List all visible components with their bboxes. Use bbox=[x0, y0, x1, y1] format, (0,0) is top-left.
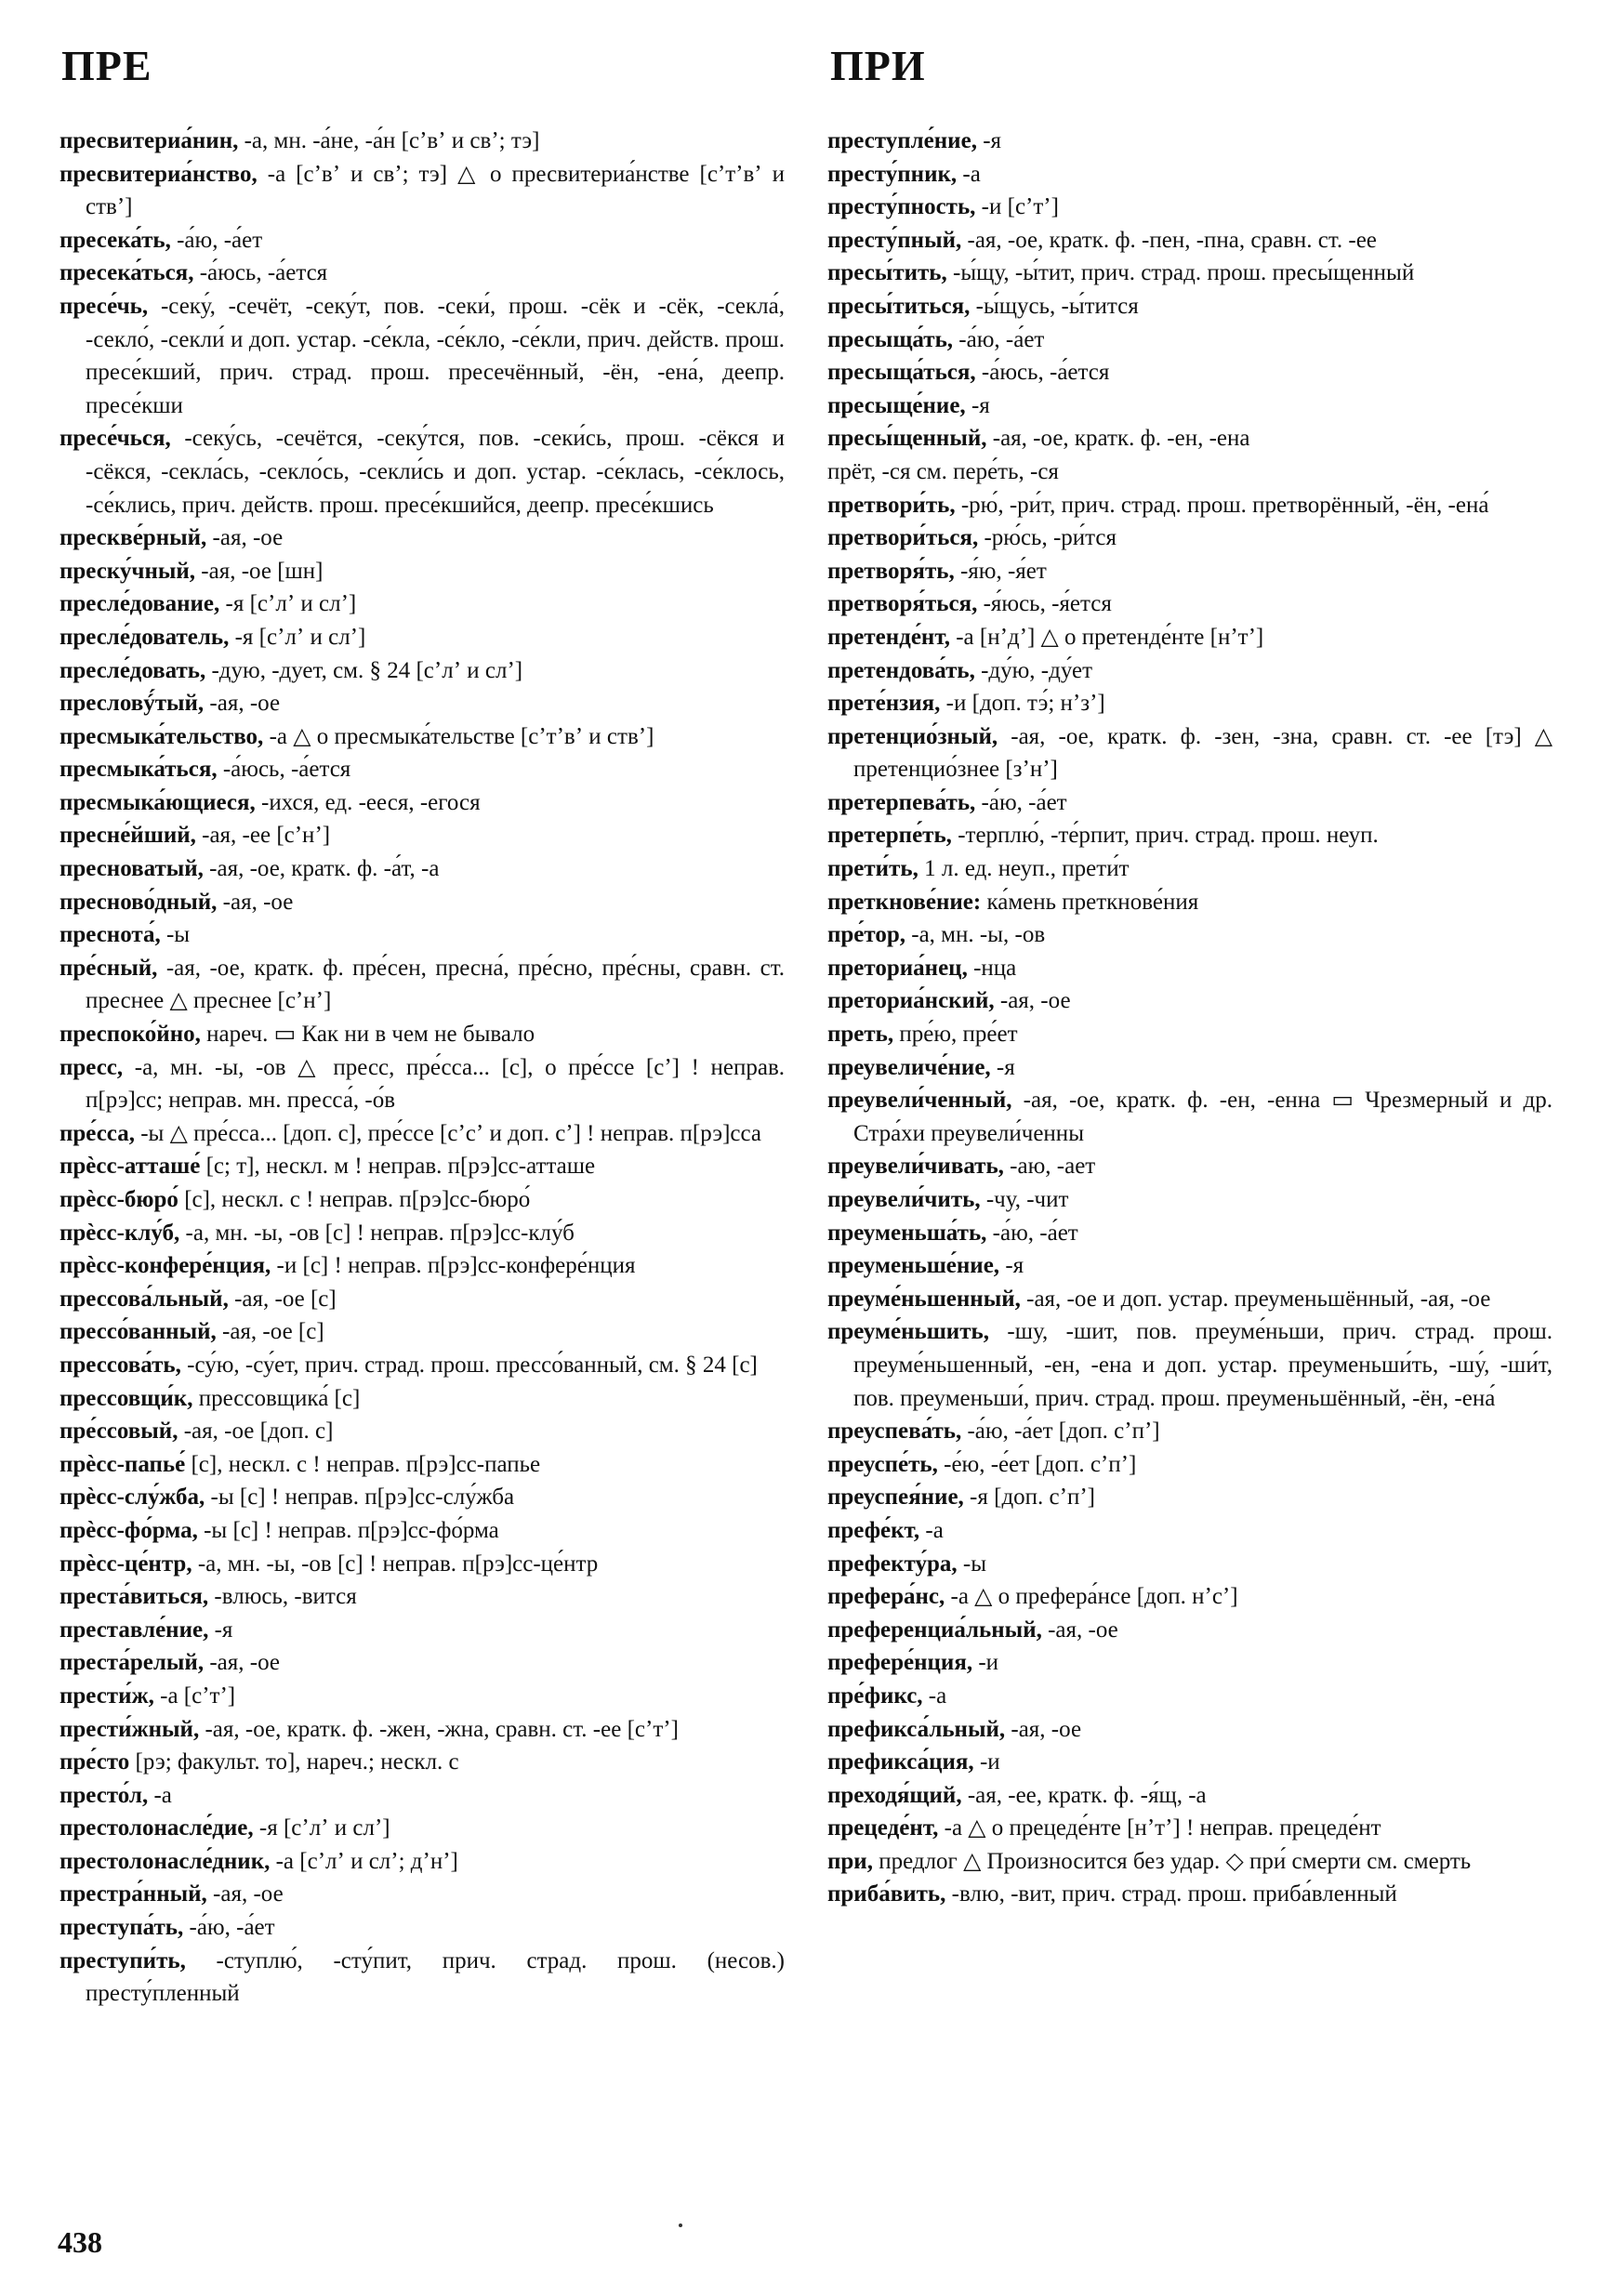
dictionary-entry bbox=[59, 1283, 785, 1316]
entry-body: -ы bbox=[957, 1550, 986, 1577]
entry-headword: преувеличе́ние, bbox=[827, 1054, 991, 1080]
dictionary-entry bbox=[827, 455, 1553, 489]
entry-body: -секу́сь, -сечётся, -секу́тся, пов. -секи́сь, прош. -сёкся и -сёкся, -секла́сь, -секло́сь, -секли́сь и доп. устар. -се́клась, -се́клось, -се́клись, прич. действ. прош. пресе́кшийся, деепр. пресе́кшись bbox=[86, 426, 785, 518]
dictionary-entry bbox=[59, 587, 785, 621]
dictionary-entry bbox=[59, 1680, 785, 1713]
dictionary-entry bbox=[59, 1548, 785, 1581]
entry-headword: преуме́ньшить, bbox=[827, 1319, 989, 1345]
entry-headword: префера́нс, bbox=[827, 1584, 945, 1610]
dictionary-entry bbox=[827, 1315, 1553, 1415]
entry-headword: прессо́ванный, bbox=[59, 1319, 217, 1345]
entry-body: -нца bbox=[967, 955, 1017, 981]
entry-body: -су́ю, -су́ет, прич. страд. прош. прессо́ванный, см. § 24 [с] bbox=[180, 1352, 758, 1378]
entry-body: -ы bbox=[160, 922, 191, 948]
entry-body: -ая, -ое и доп. устар. преуменьшённый, -ая, -ое bbox=[1020, 1286, 1491, 1312]
entry-headword: пре́фикс, bbox=[827, 1682, 923, 1709]
entry-headword: преходя́щий, bbox=[827, 1782, 962, 1808]
entry-body: -ы [с] ! неправ. п[рэ]сс-фо́рма bbox=[197, 1517, 499, 1543]
entry-body: -а, мн. -ы, -ов △ пресс, пре́сса... [с], о пре́ссе [сʼ] ! неправ. п[рэ]сс; неправ. мн. пресса́, -о́в bbox=[86, 1054, 785, 1114]
running-header-left: ПРЕ bbox=[61, 42, 152, 89]
entry-body: ка́мень преткнове́ния bbox=[981, 889, 1199, 915]
entry-body: -я [доп. сʼпʼ] bbox=[963, 1484, 1095, 1511]
entry-body: -и [доп. тэ́; нʼзʼ] bbox=[940, 691, 1105, 717]
dictionary-entry bbox=[59, 852, 785, 886]
entry-headword: пресне́йший, bbox=[59, 823, 196, 849]
dictionary-entry bbox=[827, 918, 1553, 952]
entry-headword: преториа́нский, bbox=[827, 988, 995, 1014]
entry-body: -ы △ пре́сса... [доп. с], пре́ссе [сʼсʼ и доп. сʼ] ! неправ. п[рэ]сса bbox=[134, 1120, 761, 1146]
entry-headword: пресмыка́тельство, bbox=[59, 723, 264, 749]
dictionary-entry bbox=[59, 1580, 785, 1614]
entry-body: -ая, -ое bbox=[204, 691, 281, 717]
entry-body: -а bbox=[919, 1517, 944, 1543]
dictionary-entry bbox=[59, 224, 785, 257]
entry-body: -ая, -ое bbox=[1041, 1616, 1118, 1643]
entry-body: предлог △ Произносится без удар. ◇ при́ смерти см. смерть bbox=[872, 1848, 1472, 1874]
entry-headword: пресле́довать, bbox=[59, 657, 206, 683]
dictionary-entry bbox=[827, 290, 1553, 323]
dictionary-entry bbox=[827, 555, 1553, 588]
dictionary-entry bbox=[827, 1448, 1553, 1482]
entry-headword: претворя́ться, bbox=[827, 591, 978, 617]
entry-body: -ая, -ое, кратк. ф. -зен, -зна, сравн. ст. -ее [тэ] △ претенцио́знее [зʼнʼ] bbox=[853, 723, 1553, 783]
entry-body: -я́юсь, -я́ется bbox=[977, 591, 1112, 617]
entry-headword: престра́нный, bbox=[59, 1881, 207, 1907]
dictionary-entry bbox=[827, 1183, 1553, 1217]
entry-headword: пресы́тить, bbox=[827, 260, 947, 286]
dictionary-entry bbox=[827, 1283, 1553, 1316]
entry-body: 1 л. ед. неуп., прети́т bbox=[918, 856, 1130, 882]
entry-headword: пресыща́ться, bbox=[827, 360, 976, 386]
entry-body: -е́ю, -е́ет [доп. сʼпʼ] bbox=[937, 1451, 1137, 1477]
entry-headword: прессова́ть, bbox=[59, 1352, 181, 1378]
entry-body: -ая, -ое, кратк. ф. -ен, -ена bbox=[986, 426, 1250, 452]
dictionary-entry bbox=[827, 422, 1553, 455]
entry-body: -ая, -ее [сʼнʼ] bbox=[195, 823, 331, 849]
entry-body: -ая, -ое, кратк. ф. -ен, -енна ▭ Чрезмерный и др. Стра́хи преувели́ченны bbox=[853, 1088, 1553, 1146]
entry-headword: префе́кт, bbox=[827, 1517, 920, 1543]
entry-body: -а [нʼдʼ] △ о претенде́нте [нʼтʼ] bbox=[949, 624, 1264, 650]
dictionary-entry bbox=[827, 191, 1553, 224]
dictionary-entry bbox=[827, 125, 1553, 158]
entry-headword: преснота́, bbox=[59, 922, 161, 948]
dictionary-entry bbox=[59, 621, 785, 654]
dictionary-entry bbox=[59, 1646, 785, 1680]
entry-headword: преуменьша́ть, bbox=[827, 1220, 987, 1246]
entry-headword: пре́сса, bbox=[59, 1120, 135, 1146]
entry-headword: приба́вить, bbox=[827, 1881, 946, 1907]
entry-body: -я́ю, -я́ет bbox=[954, 558, 1047, 584]
entry-body: -ихся, ед. -ееся, -егося bbox=[255, 789, 481, 815]
entry-headword: претворя́ть, bbox=[827, 558, 955, 584]
entry-body: -и [с] ! неправ. п[рэ]сс-конфере́нция bbox=[271, 1253, 636, 1279]
entry-headword: прѐсс-конфере́нция, bbox=[59, 1253, 271, 1279]
entry-body: -а bbox=[957, 161, 981, 187]
dictionary-entry bbox=[827, 1249, 1553, 1283]
entry-body: -ая, -ое [шн] bbox=[195, 558, 324, 584]
entry-body: -а [сʼтʼ] bbox=[153, 1682, 236, 1709]
dictionary-entry bbox=[59, 1779, 785, 1813]
entry-headword: преста́релый, bbox=[59, 1650, 205, 1676]
print-speck bbox=[679, 2223, 682, 2227]
entry-body: -ая, -ое, кратк. ф. -жен, -жна, сравн. ст. -ее [сʼтʼ] bbox=[199, 1716, 679, 1742]
entry-headword: преуспея́ние, bbox=[827, 1484, 964, 1511]
right-column bbox=[827, 125, 1553, 1911]
entry-body: -я bbox=[990, 1054, 1015, 1080]
entry-headword: претвори́ться, bbox=[827, 525, 979, 551]
entry-body: -рю́, -ри́т, прич. страд. прош. претворённый, -ён, -ена́ bbox=[955, 492, 1489, 518]
entry-headword: префекту́ра, bbox=[827, 1550, 958, 1577]
entry-body: -ая, -ое [с] bbox=[228, 1286, 337, 1312]
entry-body: -а bbox=[148, 1782, 172, 1808]
entry-body: -ая, -ое bbox=[204, 1650, 280, 1676]
entry-headword: прете́нзия, bbox=[827, 691, 941, 717]
dictionary-entry bbox=[827, 1150, 1553, 1183]
entry-body: -а, мн. -ы, -ов bbox=[905, 922, 1046, 948]
dictionary-entry bbox=[59, 952, 785, 1018]
dictionary-entry bbox=[827, 1646, 1553, 1680]
entry-headword: прети́ть, bbox=[827, 856, 918, 882]
dictionary-entry bbox=[59, 1448, 785, 1482]
dictionary-entry bbox=[59, 654, 785, 688]
dictionary-entry bbox=[59, 1018, 785, 1051]
entry-headword: пресвитериа́нство, bbox=[59, 161, 258, 187]
entry-headword: прецеде́нт, bbox=[827, 1815, 939, 1841]
entry-body: -ая, -ое bbox=[994, 988, 1071, 1014]
dictionary-entry bbox=[827, 1481, 1553, 1514]
entry-headword: преста́виться, bbox=[59, 1584, 209, 1610]
entry-headword: преступа́ть, bbox=[59, 1915, 184, 1941]
dictionary-entry bbox=[59, 1945, 785, 2011]
dictionary-entry bbox=[827, 1812, 1553, 1845]
dictionary-entry bbox=[827, 224, 1553, 257]
entry-body: нареч. ▭ Как ни в чем не бывало bbox=[200, 1022, 535, 1048]
entry-body: -ы́щу, -ы́тит, прич. страд. прош. пресы́щенный bbox=[946, 260, 1415, 286]
entry-body: прёт, -ся см. пере́ть, -ся bbox=[827, 458, 1059, 484]
entry-body: -я [сʼлʼ и слʼ] bbox=[229, 624, 366, 650]
entry-headword: преткнове́ние: bbox=[827, 889, 982, 915]
entry-body: -ая, -ое, кратк. ф. -а́т, -а bbox=[203, 856, 440, 882]
dictionary-entry bbox=[827, 1415, 1553, 1448]
dictionary-entry bbox=[59, 290, 785, 422]
entry-headword: престолонасле́дник, bbox=[59, 1848, 271, 1874]
entry-headword: префере́нция, bbox=[827, 1650, 973, 1676]
page-number: 438 bbox=[58, 2225, 102, 2259]
entry-body: -влю, -вит, прич. страд. прош. приба́вленный bbox=[945, 1881, 1397, 1907]
entry-headword: преуме́ньшенный, bbox=[827, 1286, 1021, 1312]
dictionary-entry bbox=[59, 1051, 785, 1117]
dictionary-entry bbox=[827, 1680, 1553, 1713]
entry-headword: преску́чный, bbox=[59, 558, 196, 584]
entry-headword: пресыще́ние, bbox=[827, 392, 966, 418]
dictionary-entry bbox=[59, 786, 785, 820]
entry-headword: претендова́ть, bbox=[827, 657, 975, 683]
entry-body: -ая, -ое, кратк. ф. пре́сен, пресна́, пре́сно, пре́сны, сравн. ст. преснее △ преснее [сʼнʼ] bbox=[86, 955, 785, 1014]
dictionary-entry bbox=[827, 687, 1553, 720]
dictionary-entry bbox=[59, 687, 785, 720]
entry-headword: преступи́ть, bbox=[59, 1947, 186, 1973]
dictionary-entry bbox=[827, 489, 1553, 522]
entry-headword: прескве́рный, bbox=[59, 525, 207, 551]
entry-body: -чу, -чит bbox=[980, 1187, 1069, 1212]
dictionary-entry bbox=[827, 521, 1553, 555]
entry-body: -ая, -ее, кратк. ф. -я́щ, -а bbox=[961, 1782, 1207, 1808]
entry-headword: преуспе́ть, bbox=[827, 1451, 938, 1477]
entry-headword: претенде́нт, bbox=[827, 624, 950, 650]
entry-body: -ая, -ое, кратк. ф. -пен, -пна, сравн. ст. -ее bbox=[961, 227, 1377, 253]
dictionary-entry bbox=[59, 1845, 785, 1879]
entry-headword: при, bbox=[827, 1848, 873, 1874]
dictionary-entry bbox=[827, 886, 1553, 919]
entry-headword: пресс, bbox=[59, 1054, 124, 1080]
entry-headword: претерпе́ть, bbox=[827, 823, 952, 849]
entry-body: -рю́сь, -ри́тся bbox=[978, 525, 1117, 551]
entry-headword: пресе́чься, bbox=[59, 426, 171, 452]
entry-headword: прѐсс-це́нтр, bbox=[59, 1550, 192, 1577]
dictionary-entry bbox=[59, 1878, 785, 1911]
entry-body: -и bbox=[972, 1650, 999, 1676]
dictionary-entry bbox=[827, 389, 1553, 423]
dictionary-entry bbox=[59, 1812, 785, 1845]
entry-body: -а bbox=[922, 1682, 947, 1709]
dictionary-entry bbox=[827, 1051, 1553, 1085]
dictionary-entry bbox=[827, 1580, 1553, 1614]
dictionary-entry bbox=[827, 852, 1553, 886]
entry-body: -аю, -ает bbox=[1003, 1154, 1096, 1180]
entry-body: -а́ю, -а́ет bbox=[953, 326, 1045, 352]
entry-body: -ая, -ое bbox=[217, 889, 294, 915]
entry-headword: престу́пник, bbox=[827, 161, 958, 187]
dictionary-entry bbox=[59, 521, 785, 555]
entry-headword: прѐсс-клу́б, bbox=[59, 1220, 180, 1246]
entry-body: -ая, -ое bbox=[1005, 1716, 1082, 1742]
dictionary-entry bbox=[827, 1845, 1553, 1879]
dictionary-entry bbox=[59, 1117, 785, 1151]
entry-body: -ая, -ое [с] bbox=[216, 1319, 324, 1345]
entry-headword: прѐсс-бюро́ bbox=[59, 1187, 178, 1212]
entry-body: [с; т], нескл. м ! неправ. п[рэ]сс-атташе bbox=[200, 1154, 596, 1180]
dictionary-entry bbox=[59, 555, 785, 588]
dictionary-entry bbox=[59, 1315, 785, 1349]
entry-body: [рэ; факульт. то], нареч.; нескл. с bbox=[129, 1749, 459, 1775]
entry-headword: престу́пность, bbox=[827, 194, 976, 220]
entry-headword: преференциа́льный, bbox=[827, 1616, 1042, 1643]
running-header-right: ПРИ bbox=[830, 42, 926, 89]
dictionary-entry bbox=[827, 984, 1553, 1018]
entry-headword: прѐсс-фо́рма, bbox=[59, 1517, 198, 1543]
entry-headword: пресы́титься, bbox=[827, 293, 971, 319]
entry-body: -ступлю́, -сту́пит, прич. страд. прош. (несов.) престу́пленный bbox=[86, 1947, 785, 2007]
dictionary-entry bbox=[827, 158, 1553, 191]
dictionary-entry bbox=[59, 158, 785, 224]
dictionary-entry bbox=[827, 952, 1553, 985]
entry-headword: прессовщи́к, bbox=[59, 1385, 193, 1411]
entry-headword: прѐсс-атташе́ bbox=[59, 1154, 201, 1180]
entry-headword: пресы́щенный, bbox=[827, 426, 987, 452]
entry-body: -а, мн. -ы, -ов [с] ! неправ. п[рэ]сс-це́нтр bbox=[192, 1550, 599, 1577]
entry-body: -а [сʼвʼ и свʼ; тэ] △ о пресвитериа́нстве [сʼтʼвʼ и ствʼ] bbox=[86, 161, 785, 220]
entry-headword: престо́л, bbox=[59, 1782, 149, 1808]
entry-body: -влюсь, -вится bbox=[208, 1584, 357, 1610]
entry-body: -ая, -ое bbox=[206, 1881, 284, 1907]
dictionary-entry bbox=[827, 1746, 1553, 1779]
dictionary-entry bbox=[59, 1150, 785, 1183]
entry-headword: претенцио́зный, bbox=[827, 723, 998, 749]
entry-headword: пресвитериа́нин, bbox=[59, 128, 239, 153]
entry-body: -а [сʼлʼ и слʼ; дʼнʼ] bbox=[270, 1848, 458, 1874]
dictionary-entry bbox=[827, 819, 1553, 852]
entry-headword: престу́пный, bbox=[827, 227, 962, 253]
dictionary-entry bbox=[827, 1018, 1553, 1051]
entry-body: -я bbox=[965, 392, 990, 418]
dictionary-entry bbox=[59, 1481, 785, 1514]
entry-headword: претерпева́ть, bbox=[827, 789, 976, 815]
entry-body: -а, мн. -ы, -ов [с] ! неправ. п[рэ]сс-клу́б bbox=[179, 1220, 575, 1246]
entry-headword: пресноватый, bbox=[59, 856, 204, 882]
entry-headword: пре́тор, bbox=[827, 922, 906, 948]
entry-headword: прессова́льный, bbox=[59, 1286, 229, 1312]
entry-body: -дую, -дует, см. § 24 [сʼлʼ и слʼ] bbox=[205, 657, 523, 683]
entry-headword: преуспева́ть, bbox=[827, 1419, 962, 1445]
dictionary-entry bbox=[59, 125, 785, 158]
entry-headword: пресыща́ть, bbox=[827, 326, 954, 352]
entry-body: [с], нескл. с ! неправ. п[рэ]сс-папье bbox=[185, 1451, 541, 1477]
dictionary-entry bbox=[59, 753, 785, 786]
entry-headword: прѐсс-слу́жба, bbox=[59, 1484, 205, 1511]
entry-headword: пре́сто bbox=[59, 1749, 130, 1775]
entry-body: -а́ю, -а́ет [доп. сʼпʼ] bbox=[961, 1419, 1160, 1445]
entry-headword: преспоко́йно, bbox=[59, 1022, 201, 1048]
entry-body: -я [сʼлʼ и слʼ] bbox=[253, 1815, 390, 1841]
entry-headword: прести́жный, bbox=[59, 1716, 200, 1742]
dictionary-entry bbox=[59, 1217, 785, 1250]
entry-headword: прѐсс-папье́ bbox=[59, 1451, 186, 1477]
entry-headword: преставле́ние, bbox=[59, 1616, 209, 1643]
entry-body: -а́ю, -а́ет bbox=[975, 789, 1067, 815]
dictionary-entry bbox=[59, 1415, 785, 1448]
dictionary-entry bbox=[59, 422, 785, 521]
dictionary-entry bbox=[827, 587, 1553, 621]
dictionary-entry bbox=[827, 1878, 1553, 1911]
dictionary-entry bbox=[59, 1349, 785, 1382]
entry-body: пре́ю, пре́ет bbox=[893, 1022, 1018, 1048]
entry-body: -ая, -ое bbox=[206, 525, 284, 551]
entry-headword: преступле́ние, bbox=[827, 128, 977, 153]
dictionary-entry bbox=[59, 1911, 785, 1945]
entry-headword: преть, bbox=[827, 1022, 894, 1048]
dictionary-entry bbox=[827, 1084, 1553, 1150]
entry-headword: прести́ж, bbox=[59, 1682, 154, 1709]
entry-body: -я bbox=[999, 1253, 1024, 1279]
entry-body: -а, мн. -а́не, -а́н [сʼвʼ и свʼ; тэ] bbox=[238, 128, 540, 153]
entry-headword: преувели́чивать, bbox=[827, 1154, 1004, 1180]
entry-headword: преториа́нец, bbox=[827, 955, 968, 981]
entry-headword: пресново́дный, bbox=[59, 889, 218, 915]
entry-body: -а △ о префера́нсе [доп. нʼсʼ] bbox=[945, 1584, 1238, 1610]
dictionary-entry bbox=[59, 1382, 785, 1416]
entry-headword: преуменьше́ние, bbox=[827, 1253, 1000, 1279]
dictionary-entry bbox=[827, 654, 1553, 688]
entry-body: -а́юсь, -а́ется bbox=[217, 757, 351, 783]
dictionary-entry bbox=[827, 257, 1553, 290]
entry-headword: претвори́ть, bbox=[827, 492, 956, 518]
entry-headword: пресмыка́ться, bbox=[59, 757, 218, 783]
entry-headword: пре́ссовый, bbox=[59, 1419, 178, 1445]
entry-headword: пресека́ться, bbox=[59, 260, 194, 286]
dictionary-entry bbox=[827, 1217, 1553, 1250]
entry-body: -ая, -ое [доп. с] bbox=[178, 1419, 334, 1445]
entry-body: -а́ю, -а́ет bbox=[986, 1220, 1078, 1246]
dictionary-entry bbox=[59, 1713, 785, 1747]
entry-headword: префикса́ция, bbox=[827, 1749, 974, 1775]
entry-headword: пресе́чь, bbox=[59, 293, 149, 319]
entry-body: -секу́, -сечёт, -секу́т, пов. -секи́, прош. -сёк и -сёк, -секла́, -секло́, -секли́ и доп. устар. -се́кла, -се́кло, -се́кли, прич. действ. прош. пресе́кший, прич. страд. прош. пресечённый, -ён, -ена́, деепр. пресе́кши bbox=[86, 293, 785, 418]
entry-body: прессовщика́ [с] bbox=[192, 1385, 361, 1411]
entry-headword: пресека́ть, bbox=[59, 227, 171, 253]
entry-body: -а́ю, -а́ет bbox=[170, 227, 263, 253]
dictionary-entry bbox=[59, 1614, 785, 1647]
entry-headword: престолонасле́дие, bbox=[59, 1815, 254, 1841]
entry-body: -ы [с] ! неправ. п[рэ]сс-слу́жба bbox=[205, 1484, 515, 1511]
dictionary-entry bbox=[59, 819, 785, 852]
entry-headword: префикса́льный, bbox=[827, 1716, 1006, 1742]
entry-headword: пресле́дователь, bbox=[59, 624, 230, 650]
entry-body: -и bbox=[973, 1749, 1000, 1775]
dictionary-entry bbox=[59, 1183, 785, 1217]
entry-body: -а △ о пресмыка́тельстве [сʼтʼвʼ и ствʼ] bbox=[263, 723, 654, 749]
dictionary-entry bbox=[827, 1514, 1553, 1548]
entry-body: -а́юсь, -а́ется bbox=[975, 360, 1110, 386]
entry-headword: пре́сный, bbox=[59, 955, 158, 981]
entry-body: -терплю́, -те́рпит, прич. страд. прош. неуп. bbox=[951, 823, 1379, 849]
dictionary-entry bbox=[827, 786, 1553, 820]
entry-headword: пресмыка́ющиеся, bbox=[59, 789, 256, 815]
entry-body: -ы́щусь, -ы́тится bbox=[970, 293, 1139, 319]
entry-headword: пресле́дование, bbox=[59, 591, 220, 617]
entry-body: [с], нескл. с ! неправ. п[рэ]сс-бюро́ bbox=[178, 1187, 531, 1212]
dictionary-entry bbox=[59, 257, 785, 290]
dictionary-entry bbox=[827, 1548, 1553, 1581]
dictionary-entry bbox=[827, 323, 1553, 357]
left-column bbox=[59, 125, 785, 2011]
dictionary-entry bbox=[59, 1249, 785, 1283]
dictionary-entry bbox=[827, 720, 1553, 786]
dictionary-entry bbox=[59, 1514, 785, 1548]
dictionary-entry bbox=[827, 621, 1553, 654]
entry-body: -а́ю, -а́ет bbox=[183, 1915, 275, 1941]
dictionary-entry bbox=[59, 1746, 785, 1779]
entry-body: -ду́ю, -ду́ет bbox=[974, 657, 1093, 683]
entry-body: -и [сʼтʼ] bbox=[975, 194, 1059, 220]
entry-headword: пресловý́тый, bbox=[59, 691, 205, 717]
entry-body: -а △ о прецеде́нте [нʼтʼ] ! неправ. прецеде́нт bbox=[938, 1815, 1381, 1841]
dictionary-entry bbox=[59, 918, 785, 952]
dictionary-entry bbox=[59, 886, 785, 919]
dictionary-entry bbox=[827, 1614, 1553, 1647]
entry-body: -шу, -шит, пов. преуме́ньши, прич. страд. прош. преуме́ньшенный, -ен, -ена и доп. устар. преуменьши́ть, -шу́, -ши́т, пов. преуменьши́, прич. страд. прош. преуменьшённый, -ён, -ена́ bbox=[853, 1319, 1553, 1411]
entry-headword: преувели́ченный, bbox=[827, 1088, 1012, 1114]
dictionary-entry bbox=[827, 356, 1553, 389]
dictionary-entry bbox=[59, 720, 785, 754]
entry-body: -я bbox=[976, 128, 1002, 153]
entry-body: -а́юсь, -а́ется bbox=[193, 260, 328, 286]
entry-headword: преувели́чить, bbox=[827, 1187, 981, 1212]
entry-body: -я [сʼлʼ и слʼ] bbox=[219, 591, 357, 617]
dictionary-entry bbox=[827, 1779, 1553, 1813]
dictionary-entry bbox=[827, 1713, 1553, 1747]
entry-body: -я bbox=[208, 1616, 233, 1643]
